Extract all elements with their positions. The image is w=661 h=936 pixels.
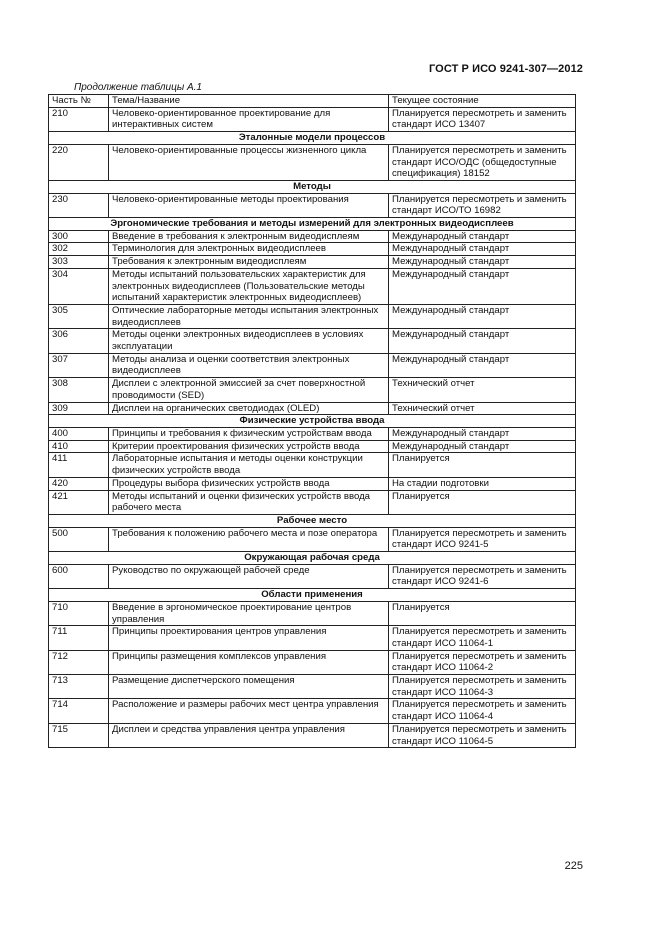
table-row (49, 304, 576, 328)
table-row (49, 402, 576, 415)
cell-status: Планируется пересмотреть и заменить стандарт ИСО/ТО 16982 (389, 193, 576, 217)
section-row (49, 514, 576, 527)
table-row (49, 675, 576, 699)
table-row (49, 626, 576, 650)
table-caption: Продолжение таблицы А.1 (74, 82, 202, 93)
table-row (49, 230, 576, 243)
table-body (49, 107, 576, 748)
section-heading: Окружающая рабочая среда (49, 552, 576, 565)
section-heading: Рабочее место (49, 514, 576, 527)
cell-status: Технический отчет (389, 402, 576, 415)
section-row (49, 180, 576, 193)
cell-part-number: 600 (49, 564, 109, 588)
page-number: 225 (564, 860, 583, 872)
cell-status: Международный стандарт (389, 329, 576, 353)
document-standard-header: ГОСТ Р ИСО 9241-307—2012 (428, 63, 583, 75)
table-row (49, 427, 576, 440)
cell-title: Методы испытаний пользовательских характеристик для электронных видеодисплеев (Пользовательские методы испытаний характеристик электронных видеодисплеев) (109, 268, 389, 304)
cell-part-number: 302 (49, 243, 109, 256)
cell-part-number: 400 (49, 427, 109, 440)
table-row (49, 353, 576, 377)
section-heading: Области применения (49, 589, 576, 602)
cell-status: Планируется пересмотреть и заменить стандарт ИСО 11064-1 (389, 626, 576, 650)
table-header-row (49, 95, 576, 108)
cell-title: Терминология для электронных видеодисплеев (109, 243, 389, 256)
cell-title: Дисплеи на органических светодиодах (OLED) (109, 402, 389, 415)
cell-part-number: 305 (49, 304, 109, 328)
cell-status: Международный стандарт (389, 256, 576, 269)
cell-status: Планируется пересмотреть и заменить стандарт ИСО 11064-3 (389, 675, 576, 699)
cell-status: Международный стандарт (389, 427, 576, 440)
cell-status: Международный стандарт (389, 304, 576, 328)
cell-title: Введение в эргономическое проектирование центров управления (109, 601, 389, 625)
cell-part-number: 220 (49, 144, 109, 180)
table-row (49, 440, 576, 453)
cell-part-number: 711 (49, 626, 109, 650)
cell-part-number: 309 (49, 402, 109, 415)
cell-part-number: 714 (49, 699, 109, 723)
table-row (49, 107, 576, 131)
cell-part-number: 210 (49, 107, 109, 131)
cell-title: Принципы и требования к физическим устройствам ввода (109, 427, 389, 440)
column-header-status: Текущее состояние (389, 95, 576, 108)
table-row (49, 650, 576, 674)
cell-title: Принципы проектирования центров управления (109, 626, 389, 650)
table-row (49, 527, 576, 551)
column-header-title: Тема/Название (109, 95, 389, 108)
cell-part-number: 715 (49, 723, 109, 747)
table-row (49, 601, 576, 625)
cell-part-number: 712 (49, 650, 109, 674)
table-row (49, 723, 576, 747)
cell-title: Лабораторные испытания и методы оценки конструкции физических устройств ввода (109, 453, 389, 477)
cell-title: Методы оценки электронных видеодисплеев в условиях эксплуатации (109, 329, 389, 353)
cell-title: Оптические лабораторные методы испытания электронных видеодисплеев (109, 304, 389, 328)
cell-status: Планируется (389, 601, 576, 625)
cell-part-number: 307 (49, 353, 109, 377)
section-heading: Физические устройства ввода (49, 415, 576, 428)
cell-status: Международный стандарт (389, 230, 576, 243)
cell-status: Планируется пересмотреть и заменить стандарт ИСО/ОДС (общедоступные спецификация) 18152 (389, 144, 576, 180)
column-header-part: Часть № (49, 95, 109, 108)
cell-title: Принципы размещения комплексов управления (109, 650, 389, 674)
cell-status: Международный стандарт (389, 243, 576, 256)
table-row (49, 144, 576, 180)
cell-status: Планируется (389, 453, 576, 477)
cell-title: Дисплеи и средства управления центра управления (109, 723, 389, 747)
cell-title: Критерии проектирования физических устройств ввода (109, 440, 389, 453)
table-row (49, 453, 576, 477)
cell-part-number: 304 (49, 268, 109, 304)
cell-part-number: 300 (49, 230, 109, 243)
cell-title: Методы анализа и оценки соответствия электронных видеодисплеев (109, 353, 389, 377)
cell-part-number: 710 (49, 601, 109, 625)
table-row (49, 477, 576, 490)
cell-title: Методы испытаний и оценки физических устройств ввода рабочего места (109, 490, 389, 514)
cell-title: Требования к положению рабочего места и позе оператора (109, 527, 389, 551)
table-row (49, 329, 576, 353)
table-row (49, 564, 576, 588)
cell-status: Планируется пересмотреть и заменить стандарт ИСО 13407 (389, 107, 576, 131)
cell-part-number: 411 (49, 453, 109, 477)
cell-status: Планируется (389, 490, 576, 514)
cell-title: Расположение и размеры рабочих мест центра управления (109, 699, 389, 723)
cell-title: Введение в требования к электронным видеодисплеям (109, 230, 389, 243)
cell-part-number: 500 (49, 527, 109, 551)
cell-status: Планируется пересмотреть и заменить стандарт ИСО 9241-5 (389, 527, 576, 551)
section-row (49, 218, 576, 231)
section-row (49, 589, 576, 602)
cell-title: Человеко-ориентированные процессы жизненного цикла (109, 144, 389, 180)
cell-status: Планируется пересмотреть и заменить стандарт ИСО 11064-2 (389, 650, 576, 674)
cell-status: Международный стандарт (389, 440, 576, 453)
section-row (49, 415, 576, 428)
cell-title: Требования к электронным видеодисплеям (109, 256, 389, 269)
cell-title: Человеко-ориентированные методы проектирования (109, 193, 389, 217)
cell-part-number: 306 (49, 329, 109, 353)
cell-status: Международный стандарт (389, 353, 576, 377)
table-row (49, 268, 576, 304)
cell-status: Планируется пересмотреть и заменить стандарт ИСО 9241-6 (389, 564, 576, 588)
cell-status: Планируется пересмотреть и заменить стандарт ИСО 11064-5 (389, 723, 576, 747)
section-row (49, 132, 576, 145)
table-row (49, 243, 576, 256)
cell-part-number: 410 (49, 440, 109, 453)
cell-part-number: 421 (49, 490, 109, 514)
section-heading: Эргономические требования и методы измерений для электронных видеодисплеев (49, 218, 576, 231)
section-row (49, 552, 576, 565)
standards-table (48, 94, 576, 748)
cell-title: Дисплеи с электронной эмиссией за счет поверхностной проводимости (SED) (109, 378, 389, 402)
table-row (49, 378, 576, 402)
cell-status: На стадии подготовки (389, 477, 576, 490)
cell-part-number: 303 (49, 256, 109, 269)
cell-part-number: 420 (49, 477, 109, 490)
cell-status: Планируется пересмотреть и заменить стандарт ИСО 11064-4 (389, 699, 576, 723)
cell-status: Технический отчет (389, 378, 576, 402)
section-heading: Эталонные модели процессов (49, 132, 576, 145)
cell-title: Человеко-ориентированное проектирование для интерактивных систем (109, 107, 389, 131)
section-heading: Методы (49, 180, 576, 193)
cell-status: Международный стандарт (389, 268, 576, 304)
cell-part-number: 713 (49, 675, 109, 699)
table-row (49, 256, 576, 269)
cell-part-number: 308 (49, 378, 109, 402)
cell-part-number: 230 (49, 193, 109, 217)
cell-title: Размещение диспетчерского помещения (109, 675, 389, 699)
table-row (49, 490, 576, 514)
cell-title: Процедуры выбора физических устройств ввода (109, 477, 389, 490)
table-row (49, 193, 576, 217)
cell-title: Руководство по окружающей рабочей среде (109, 564, 389, 588)
table-row (49, 699, 576, 723)
